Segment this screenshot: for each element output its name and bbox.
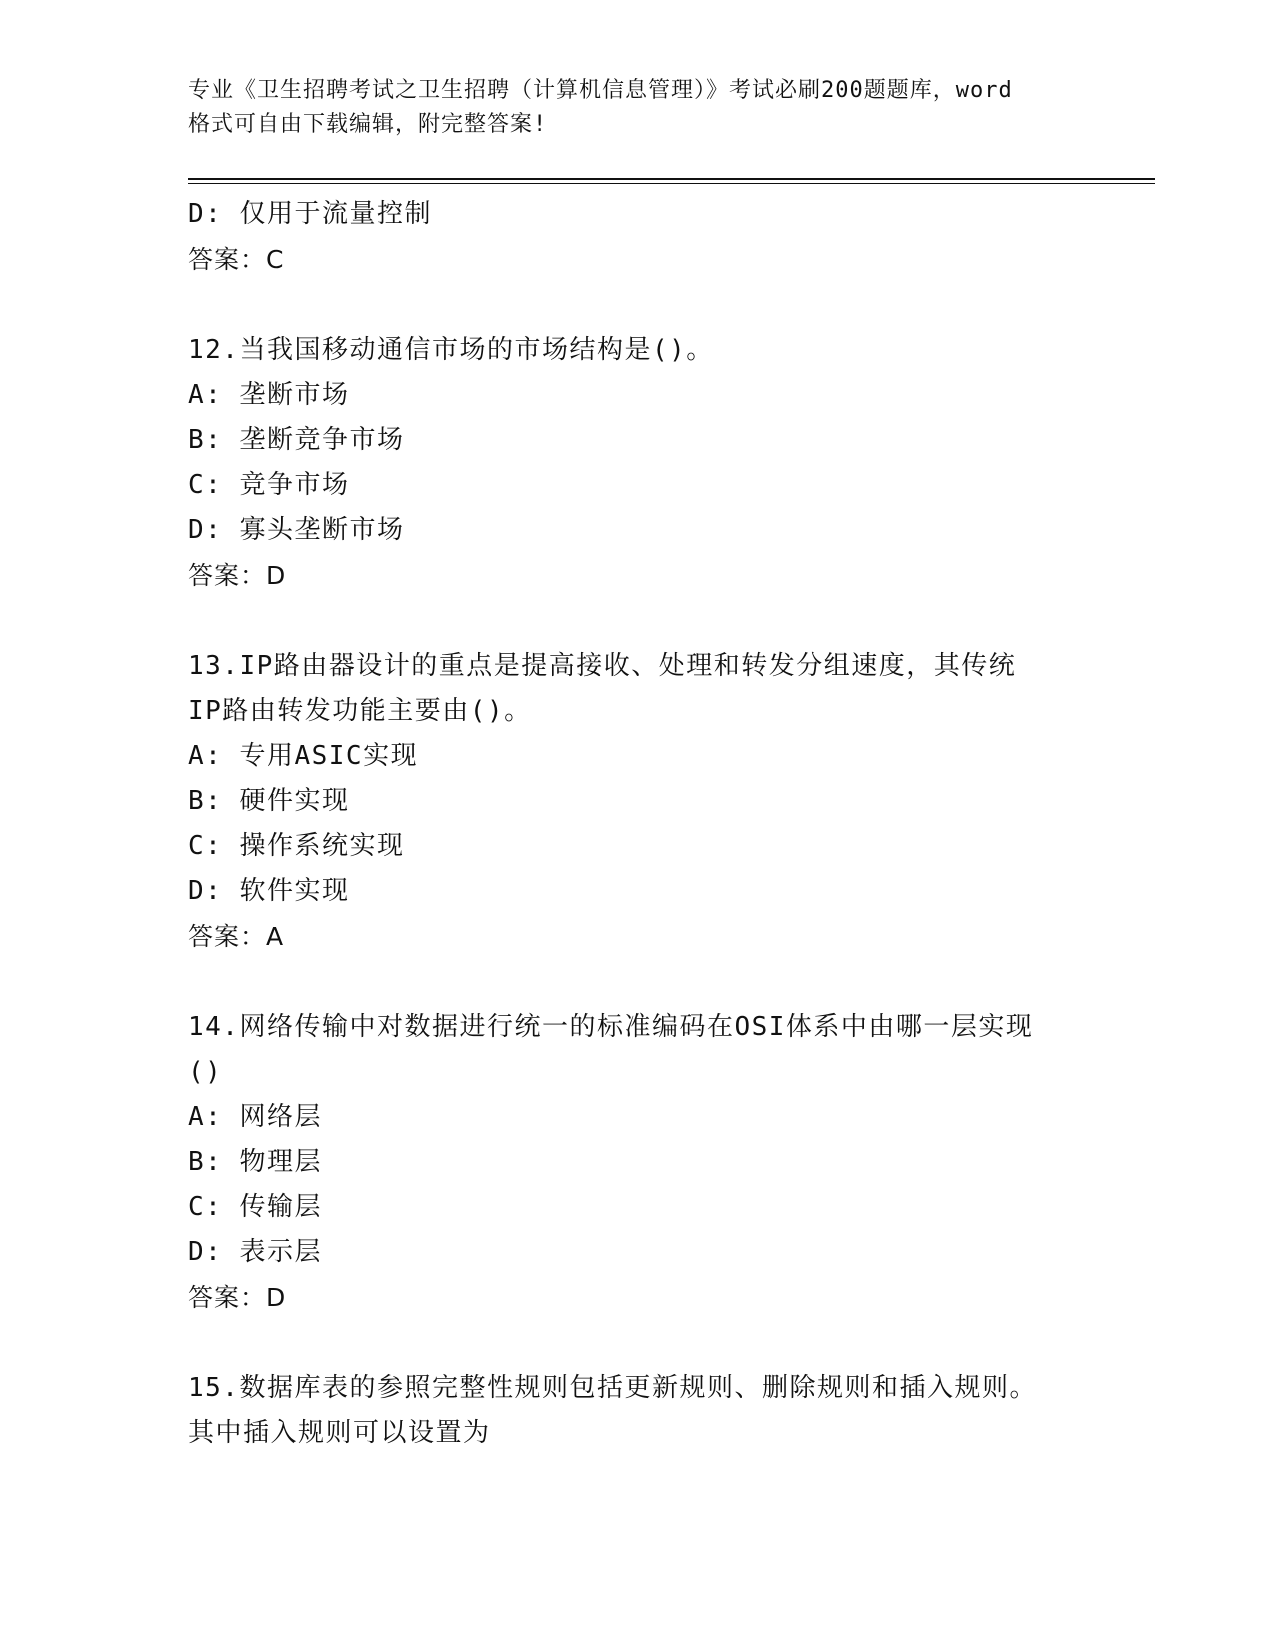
question-spacer [188,598,1088,644]
document-header [188,74,1088,142]
option-b: B: 硬件实现 [188,786,350,816]
question-block-14 [188,1005,1088,1320]
question-spacer [188,1320,1088,1366]
question-text: 12.当我国移动通信市场的市场结构是()。 [188,335,714,365]
question-block-15 [188,1366,1088,1456]
option-b: B: 垄断竞争市场 [188,425,405,455]
question-block-13 [188,644,1088,959]
question-text-line-2: IP路由转发功能主要由()。 [188,696,532,726]
question-text-line-1: 13.IP路由器设计的重点是提高接收、处理和转发分组速度，其传统 [188,651,1017,681]
option-a: A: 网络层 [188,1102,322,1132]
option-d: D: 表示层 [188,1237,322,1267]
question-spacer [188,959,1088,1005]
option-d: D: 仅用于流量控制 [188,199,432,229]
answer-line: 答案：D [188,561,287,590]
header-divider-thick [188,178,1155,180]
answer-line: 答案：A [188,922,285,951]
question-content [188,192,1088,1456]
option-c: C: 操作系统实现 [188,831,405,861]
option-d: D: 寡头垄断市场 [188,515,405,545]
question-text-line-2: () [188,1057,223,1087]
answer-line: 答案：C [188,245,285,274]
question-text-line-1: 14.网络传输中对数据进行统一的标准编码在OSI体系中由哪一层实现 [188,1012,1034,1042]
question-spacer [188,282,1088,328]
header-divider-thin [188,183,1155,184]
question-block-11 [188,192,1088,282]
header-title-line-1: 专业《卫生招聘考试之卫生招聘（计算机信息管理）》考试必刷200题题库，word [188,78,1013,103]
header-title-line-2: 格式可自由下载编辑，附完整答案! [188,112,548,137]
answer-line: 答案：D [188,1283,287,1312]
option-b: B: 物理层 [188,1147,322,1177]
option-c: C: 传输层 [188,1192,322,1222]
option-c: C: 竞争市场 [188,470,350,500]
option-a: A: 专用ASIC实现 [188,741,419,771]
question-text-line-2: 其中插入规则可以设置为 [188,1418,491,1448]
option-a: A: 垄断市场 [188,380,350,410]
option-d: D: 软件实现 [188,876,350,906]
question-text-line-1: 15.数据库表的参照完整性规则包括更新规则、删除规则和插入规则。 [188,1373,1037,1403]
question-block-12 [188,328,1088,598]
